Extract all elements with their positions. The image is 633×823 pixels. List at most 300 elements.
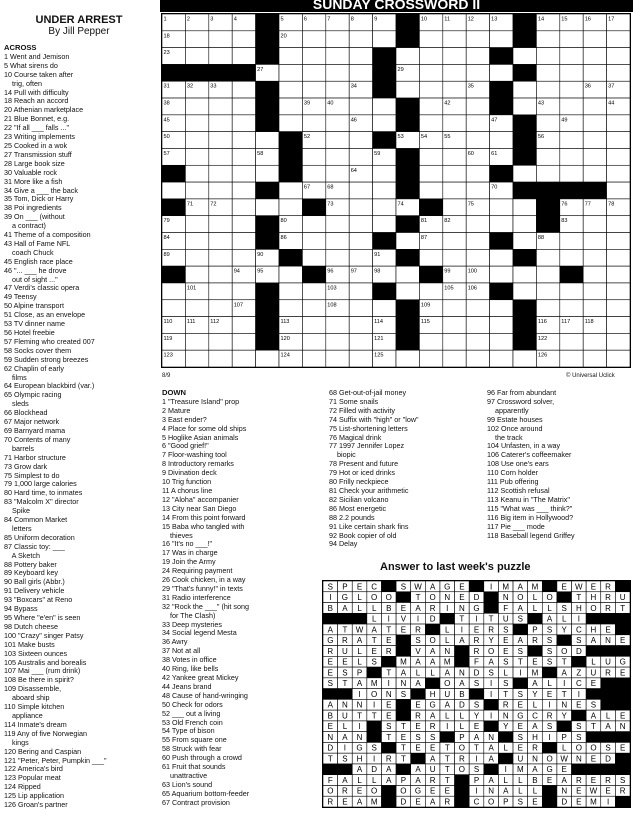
clue-item: 74 Suffix with "high" or "low" — [329, 414, 419, 424]
answer-letter: R — [429, 775, 436, 785]
answer-block — [542, 796, 557, 807]
clue-item: apparently — [487, 405, 529, 415]
down-clue-list-a — [162, 398, 322, 808]
clue-item: films — [4, 372, 27, 382]
grid-cell — [419, 115, 442, 132]
grid-cell — [326, 48, 349, 65]
grid-cell — [279, 182, 302, 199]
grid-cell — [583, 283, 606, 300]
grid-cell — [466, 350, 489, 367]
clue-item: 73 Grow dark — [4, 461, 48, 471]
grid-block — [256, 317, 279, 334]
grid-cell — [536, 148, 559, 165]
answer-letter: E — [517, 743, 524, 753]
answer-letter: N — [400, 679, 407, 689]
answer-block — [367, 721, 382, 732]
grid-cell — [607, 333, 630, 350]
answer-letter: S — [400, 689, 407, 699]
clue-item: a contract) — [4, 221, 46, 231]
down-clue-list-c — [487, 389, 633, 540]
clue-item: unattractive — [162, 770, 208, 780]
grid-cell — [583, 48, 606, 65]
grid-cell — [302, 115, 325, 132]
clue-item: 44 Jeans brand — [162, 681, 212, 691]
answer-block — [601, 646, 616, 657]
answer-block — [425, 678, 440, 689]
clue-item: aboard ship — [4, 693, 50, 703]
grid-cell — [326, 216, 349, 233]
answer-block — [542, 785, 557, 796]
grid-number: 107 — [233, 302, 244, 309]
grid-cell — [490, 317, 513, 334]
grid-block — [162, 165, 185, 182]
grid-block — [419, 266, 442, 283]
grid-block — [513, 300, 536, 317]
grid-cell — [185, 216, 208, 233]
answer-letter: R — [605, 775, 611, 785]
grid-cell — [326, 350, 349, 367]
grid-number: 39 — [303, 100, 311, 107]
answer-letter: R — [473, 636, 480, 646]
answer-block — [586, 732, 601, 743]
answer-letter: N — [619, 722, 626, 732]
clue-item: 109 Disassemble, — [4, 684, 62, 694]
grid-cell — [466, 333, 489, 350]
grid-number: 18 — [163, 33, 170, 40]
answer-block — [586, 689, 601, 700]
answer-letter: S — [576, 636, 582, 646]
grid-block — [256, 48, 279, 65]
clue-item: 93 "Boxcars" at Reno — [4, 595, 73, 605]
answer-block — [455, 796, 470, 807]
grid-number: 11 — [444, 16, 451, 23]
grid-cell — [232, 199, 255, 216]
grid-block — [256, 216, 279, 233]
grid-block — [513, 148, 536, 165]
grid-cell — [560, 98, 583, 115]
grid-cell — [513, 199, 536, 216]
grid-cell — [419, 333, 442, 350]
answer-letter: D — [473, 668, 480, 678]
grid-cell — [209, 98, 232, 115]
answer-letter: E — [590, 775, 597, 785]
grid-cell — [373, 31, 396, 48]
grid-block — [209, 64, 232, 81]
answer-letter: C — [575, 679, 582, 689]
answer-letter: A — [342, 775, 348, 785]
grid-cell — [443, 350, 466, 367]
grid-number: 15 — [561, 16, 568, 23]
answer-letter: Y — [473, 711, 480, 721]
answer-block — [381, 785, 396, 796]
grid-cell — [396, 283, 419, 300]
grid-cell — [209, 300, 232, 317]
answer-letter: I — [606, 797, 610, 807]
clue-item: A Sketch — [4, 550, 40, 560]
grid-number: 100 — [467, 268, 478, 275]
clue-item: 85 Uniform decoration — [4, 532, 75, 542]
grid-cell — [513, 216, 536, 233]
answer-block — [586, 646, 601, 657]
answer-block — [411, 753, 426, 764]
answer-letter: N — [385, 689, 392, 699]
clue-item: kings — [4, 737, 29, 747]
grid-cell — [607, 249, 630, 266]
grid-number: 53 — [397, 134, 404, 141]
answer-letter: S — [371, 743, 377, 753]
grid-cell — [466, 182, 489, 199]
clue-item: 25 Cooked in a wok — [4, 140, 68, 150]
grid-cell — [209, 233, 232, 250]
grid-number: 43 — [537, 100, 545, 107]
clue-item: 61 Fruit that sounds — [162, 762, 226, 772]
grid-block — [373, 132, 396, 149]
grid-cell — [373, 199, 396, 216]
answer-letter: N — [561, 700, 568, 710]
answer-letter: U — [444, 689, 451, 699]
grid-number: 58 — [257, 150, 264, 157]
answer-block — [396, 764, 411, 775]
clue-item: 103 Sixteen ounces — [4, 648, 68, 658]
grid-number: 56 — [537, 134, 545, 141]
clue-item: 49 Teensy — [4, 292, 37, 302]
answer-letter: A — [342, 732, 348, 742]
answer-letter: B — [327, 711, 333, 721]
grid-block — [256, 31, 279, 48]
clue-item: 5 Hoglike Asian animals — [162, 432, 239, 442]
clue-item: 38 Poi ingredients — [4, 203, 62, 213]
answer-letter: D — [473, 593, 480, 603]
grid-cell — [256, 350, 279, 367]
clue-item: 107 Mai ___ (rum drink) — [4, 666, 81, 676]
down-clues-col-3 — [487, 389, 633, 540]
grid-number: 116 — [537, 319, 547, 326]
clue-item: 123 Popular meat — [4, 773, 61, 783]
answer-block — [469, 581, 484, 592]
grid-block — [232, 64, 255, 81]
down-clues-col-2 — [329, 389, 489, 549]
clue-item: 66 Blockhead — [4, 408, 48, 418]
grid-cell — [607, 300, 630, 317]
grid-cell — [443, 317, 466, 334]
grid-cell — [279, 300, 302, 317]
clue-item: 79 Hot or iced drinks — [329, 468, 395, 478]
grid-number: 73 — [327, 201, 334, 208]
clue-item: 108 Use one's ears — [487, 459, 549, 469]
answer-letter: H — [590, 625, 597, 635]
grid-cell — [396, 266, 419, 283]
answer-letter: L — [415, 668, 421, 678]
grid-cell — [536, 64, 559, 81]
answer-letter: V — [400, 614, 407, 624]
answer-letter: I — [373, 700, 376, 710]
answer-letter: I — [490, 582, 493, 592]
grid-cell — [349, 300, 372, 317]
grid-number: 122 — [537, 335, 548, 342]
answer-letter: L — [430, 668, 435, 678]
clue-item: trig, often — [4, 78, 42, 88]
grid-block — [279, 249, 302, 266]
clue-item: 35 Tom, Dick or Harry — [4, 194, 74, 204]
answer-letter: C — [473, 797, 480, 807]
grid-cell — [279, 64, 302, 81]
clue-item: letters — [4, 523, 32, 533]
grid-cell — [302, 31, 325, 48]
clue-item: 34 Social legend Mesta — [162, 628, 237, 638]
grid-number: 17 — [608, 16, 615, 23]
clue-item: 91 Delivery vehicle — [4, 586, 65, 596]
grid-number: 29 — [397, 66, 404, 73]
answer-block — [615, 646, 630, 657]
grid-number: 83 — [561, 218, 568, 225]
answer-letter: F — [503, 603, 509, 613]
clue-item: 53 TV dinner name — [4, 319, 65, 329]
answer-block — [557, 721, 572, 732]
answer-letter: E — [576, 700, 582, 710]
grid-cell — [232, 216, 255, 233]
answer-letter: P — [561, 732, 567, 742]
answer-letter: I — [490, 679, 493, 689]
answer-letter: A — [429, 711, 436, 721]
grid-cell — [513, 81, 536, 98]
clue-item: 97 Crossword solver, — [487, 396, 555, 406]
grid-block — [373, 283, 396, 300]
answer-letter: L — [561, 743, 567, 753]
grid-cell — [373, 216, 396, 233]
grid-block — [373, 48, 396, 65]
answer-letter: I — [460, 625, 463, 635]
grid-cell — [583, 115, 606, 132]
answer-letter: O — [429, 636, 436, 646]
grid-cell — [419, 98, 442, 115]
answer-letter: D — [458, 700, 465, 710]
answer-block — [484, 592, 499, 603]
answer-letter: P — [342, 582, 348, 592]
answer-block — [455, 656, 470, 667]
grid-number: 71 — [186, 201, 194, 208]
answer-letter: G — [444, 582, 451, 592]
grid-cell — [209, 350, 232, 367]
puzzle-title: UNDER ARREST — [35, 14, 123, 26]
answer-letter: N — [444, 646, 451, 656]
answer-letter: S — [517, 614, 524, 624]
answer-letter: E — [546, 689, 553, 699]
answer-letter: E — [532, 797, 538, 807]
answer-letter: N — [575, 754, 582, 764]
answer-letter: S — [473, 700, 480, 710]
grid-block — [256, 300, 279, 317]
clue-item: 57 Fleming who created 007 — [4, 336, 95, 346]
answer-letter: R — [605, 668, 611, 678]
clue-item: 28 Large book size — [4, 158, 65, 168]
grid-cell — [302, 148, 325, 165]
grid-number: 59 — [374, 150, 381, 157]
grid-block — [256, 98, 279, 115]
answer-block — [615, 689, 630, 700]
clue-item: 115 "What was ___ think?" — [487, 503, 573, 513]
grid-cell — [490, 266, 513, 283]
answer-letter: A — [532, 722, 538, 732]
grid-number: 4 — [233, 16, 237, 23]
answer-letter: A — [488, 754, 494, 764]
grid-number: 32 — [186, 83, 194, 90]
grid-cell — [607, 148, 630, 165]
grid-cell — [302, 216, 325, 233]
answer-letter: L — [591, 657, 596, 667]
clue-item: 16 "It's no ___!" — [162, 539, 213, 549]
grid-number: 37 — [608, 83, 615, 90]
answer-letter: T — [474, 743, 479, 753]
answer-letter: S — [503, 657, 509, 667]
grid-number: 119 — [163, 335, 173, 342]
answer-block — [615, 678, 630, 689]
grid-number: 3 — [210, 16, 214, 23]
grid-number: 105 — [444, 285, 454, 292]
grid-cell — [349, 350, 372, 367]
grid-cell — [349, 132, 372, 149]
answer-letter: E — [415, 722, 421, 732]
grid-number: 60 — [467, 150, 474, 157]
grid-cell — [349, 333, 372, 350]
grid-cell — [232, 350, 255, 367]
grid-number: 111 — [186, 319, 196, 326]
grid-cell — [232, 132, 255, 149]
answer-letter: A — [429, 646, 436, 656]
grid-cell — [560, 283, 583, 300]
clue-item: 122 America's bird — [4, 764, 63, 774]
grid-cell — [466, 48, 489, 65]
grid-number: 27 — [257, 66, 264, 73]
answer-letter: A — [561, 775, 567, 785]
clue-item: 79 1,000 large calories — [4, 479, 77, 489]
answer-block — [396, 635, 411, 646]
answer-block — [381, 796, 396, 807]
answer-letter: A — [517, 582, 524, 592]
clue-item: 37 Not at all — [162, 646, 201, 656]
clue-item: 68 Get-out-of-jail money — [329, 388, 407, 397]
grid-cell — [326, 148, 349, 165]
grid-cell — [279, 48, 302, 65]
answer-letter: Y — [532, 689, 538, 699]
grid-number: 34 — [350, 83, 357, 90]
answer-letter: S — [400, 582, 407, 592]
answer-letter: S — [371, 657, 377, 667]
grid-cell — [209, 283, 232, 300]
grid-cell — [466, 233, 489, 250]
answer-letter: M — [370, 797, 378, 807]
answer-letter: S — [342, 754, 348, 764]
answer-letter: E — [327, 657, 333, 667]
grid-cell — [349, 199, 372, 216]
answer-letter: A — [415, 603, 421, 613]
answer-letter: I — [446, 603, 449, 613]
answer-letter: A — [429, 797, 436, 807]
answer-letter: Y — [561, 625, 567, 635]
grid-cell — [536, 31, 559, 48]
credit-line: © Universal Uclick — [566, 373, 615, 379]
answer-letter: I — [446, 722, 449, 732]
grid-cell — [185, 98, 208, 115]
answer-letter: S — [327, 679, 333, 689]
grid-cell — [373, 165, 396, 182]
answer-letter: A — [356, 636, 363, 646]
answer-letter: H — [532, 732, 538, 742]
answer-letter: I — [504, 765, 507, 775]
grid-block — [513, 333, 536, 350]
answer-block — [484, 764, 499, 775]
answer-letter: A — [503, 786, 509, 796]
answer-letter: E — [342, 797, 348, 807]
answer-block — [352, 613, 367, 624]
answer-letter: U — [605, 657, 611, 667]
clue-item: 64 European blackbird (var.) — [4, 381, 95, 391]
clue-item: 117 Pie ___ mode — [487, 521, 545, 531]
grid-block — [396, 317, 419, 334]
grid-cell — [490, 31, 513, 48]
clue-item: 110 Simple kitchen — [4, 702, 65, 712]
grid-block — [419, 199, 442, 216]
answer-block — [338, 613, 353, 624]
down-clue-list-b — [329, 389, 489, 549]
clue-item: 1 Went and Jemison — [4, 51, 70, 61]
answer-block — [367, 667, 382, 678]
grid-block — [162, 266, 185, 283]
grid-number: 64 — [350, 167, 357, 174]
answer-block — [498, 753, 513, 764]
banner: SUNDAY CROSSWORD II — [160, 0, 633, 12]
grid-block — [513, 132, 536, 149]
grid-cell — [185, 115, 208, 132]
grid-number: 78 — [608, 201, 615, 208]
answer-letter: N — [488, 786, 495, 796]
grid-cell — [232, 249, 255, 266]
grid-cell — [607, 350, 630, 367]
answer-letter: W — [589, 786, 598, 796]
answer-letter: G — [356, 743, 363, 753]
grid-cell — [466, 165, 489, 182]
grid-cell — [443, 249, 466, 266]
grid-number: 23 — [163, 50, 170, 57]
answer-letter: R — [546, 711, 553, 721]
grid-cell — [583, 64, 606, 81]
grid-cell — [326, 132, 349, 149]
clue-item: 94 Delay — [329, 539, 358, 549]
answer-letter: O — [517, 593, 524, 603]
grid-cell — [536, 165, 559, 182]
grid-number: 46 — [350, 117, 357, 124]
answer-letter: T — [386, 732, 392, 742]
answer-block — [542, 742, 557, 753]
answer-block — [542, 667, 557, 678]
grid-cell — [560, 31, 583, 48]
answer-letter: T — [561, 657, 567, 667]
grid-cell — [607, 64, 630, 81]
answer-letter: E — [429, 786, 436, 796]
answer-letter: B — [459, 689, 465, 699]
grid-cell — [419, 148, 442, 165]
answer-letter: S — [561, 603, 567, 613]
grid-cell — [513, 165, 536, 182]
answer-letter: H — [429, 689, 436, 699]
answer-letter: L — [357, 657, 362, 667]
answer-letter: L — [532, 700, 538, 710]
answer-letter: E — [590, 582, 597, 592]
grid-block — [396, 148, 419, 165]
grid-block — [256, 182, 279, 199]
answer-letter: F — [474, 657, 479, 667]
grid-block — [560, 266, 583, 283]
answer-block — [586, 764, 601, 775]
